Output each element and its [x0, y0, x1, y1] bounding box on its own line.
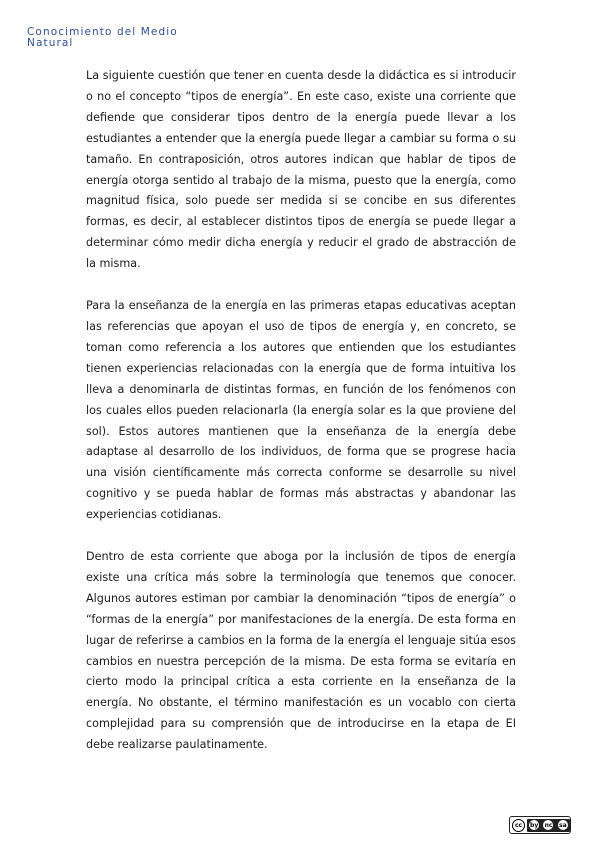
- creative-commons-license-badge[interactable]: [509, 816, 571, 834]
- document-body: [86, 66, 516, 777]
- cc-icon: cc: [512, 819, 525, 832]
- noncommercial-icon: nc: [544, 821, 553, 829]
- paragraph-1: La siguiente cuestión que tener en cuenta desde la didáctica es si introducir o no el concepto “tipos de energía”. En este caso, existe una corriente que defiende que considerar tipos dentro de la energía puede llevar a los estudiantes a entender que la energía puede llegar a cambiar su forma o su tamaño. En contraposición, otros autores indican que hablar de tipos de energía otorga sentido al trabajo de la misma, puesto que la energía, como magnitud física, solo puede ser medida si se concibe en sus diferentes formas, es decir, al establecer distintos tipos de energía se puede llegar a determinar cómo medir dicha energía y reducir el grado de abstracción de la misma.: [86, 69, 516, 271]
- paragraph-3: Dentro de esta corriente que aboga por la inclusión de tipos de energía existe una crítica más sobre la terminología que tenemos que conocer. Algunos autores estiman por cambiar la denominación “tipos de energía” o “formas de la energía” por manifestaciones de la energía. De esta forma en lugar de referirse a cambios en la forma de la energía el lenguaje sitúa esos cambios en nuestra percepción de la misma. De esta forma se evitaría en cierto modo la principal crítica a esta corriente en la enseñanza de la energía. No obstante, el término manifestación es un vocablo con cierta complejidad para su comprensión que de introducirse en la etapa de EI debe realizarse paulatinamente.: [86, 550, 516, 752]
- paragraph-2: Para la enseñanza de la energía en las primeras etapas educativas aceptan las referencias que apoyan el uso de tipos de energía y, en concreto, se toman como referencia a los autores que entienden que los estudiantes tienen experiencias relacionadas con la energía que de forma intuitiva los lleva a denominarla de distintas formas, en función de los fenómenos con los cuales ellos pueden relacionarla (la energía solar es la que proviene del sol). Estos autores mantienen que la enseñanza de la energía debe adaptase al desarrollo de los individuos, de forma que se progrese hacia una visión científicamente más correcta conforme se desarrolle su nivel cognitivo y se pueda hablar de formas más abstractas y abandonar las experiencias cotidianas.: [86, 299, 516, 522]
- attribution-icon: by: [530, 821, 539, 829]
- header-title-line1: Conocimiento del Medio: [27, 26, 178, 38]
- document-header: [27, 27, 178, 49]
- sharealike-icon: sa: [559, 821, 567, 829]
- header-title-line2: Natural: [27, 37, 74, 49]
- license-icons: [527, 819, 570, 832]
